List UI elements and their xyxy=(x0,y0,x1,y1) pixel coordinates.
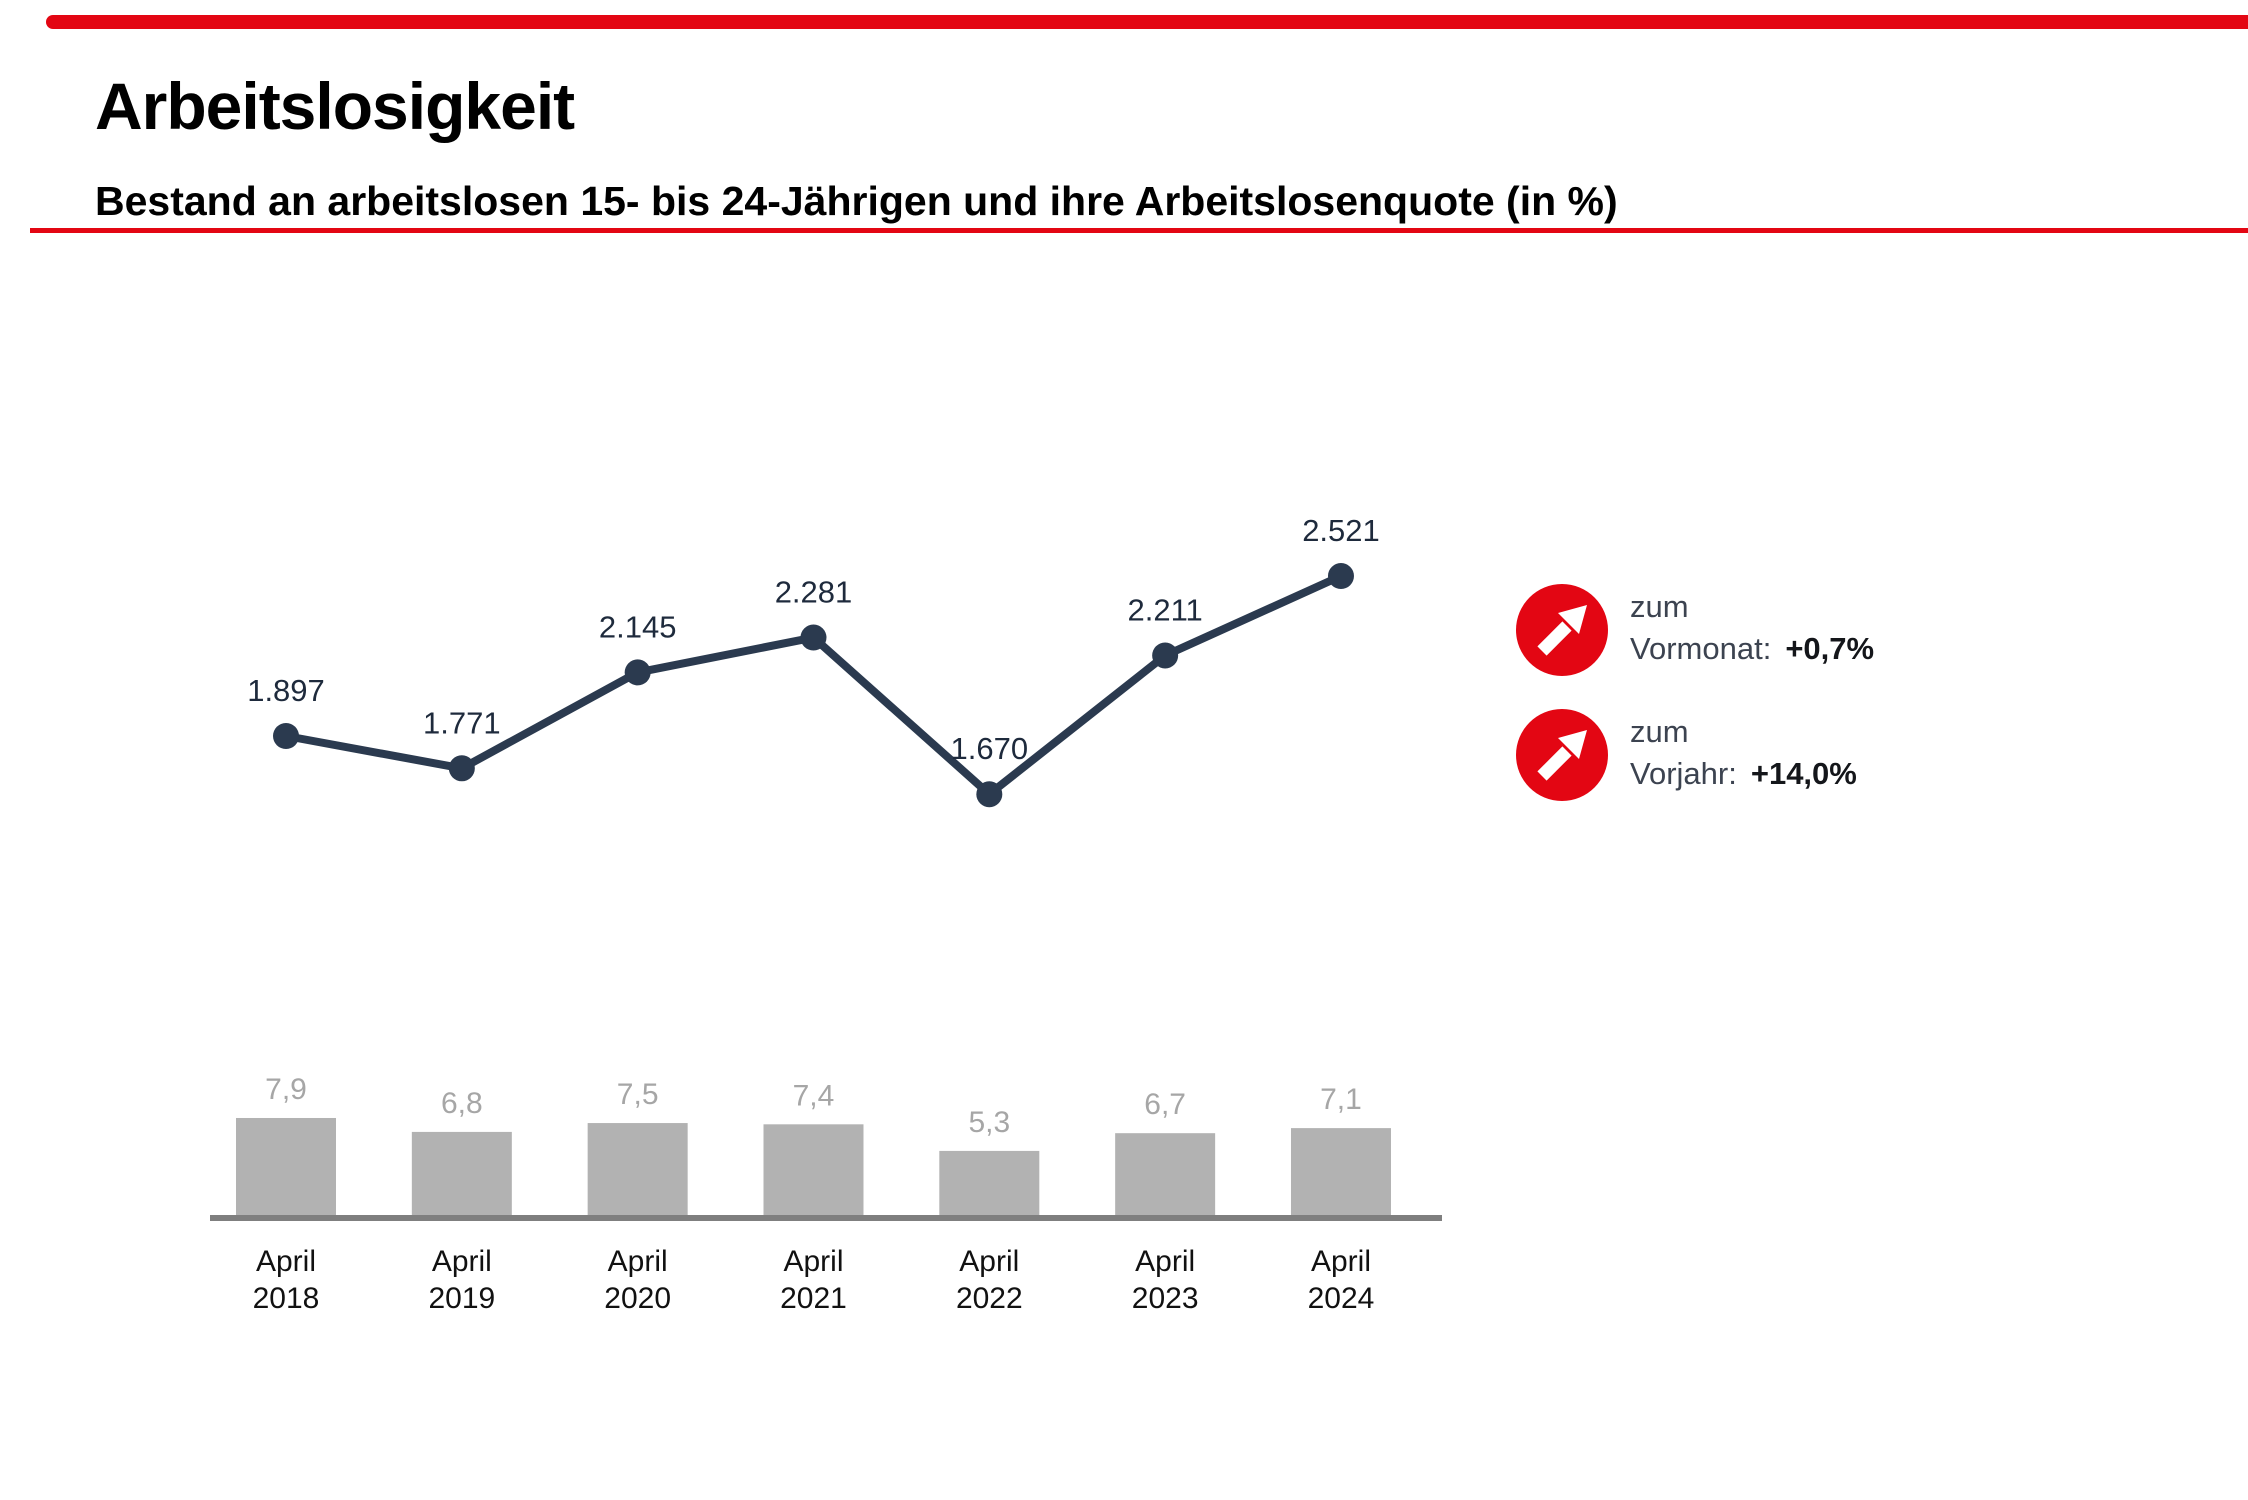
bar xyxy=(588,1123,688,1218)
line-point-label: 2.281 xyxy=(774,574,853,610)
trend-up-arrow-icon xyxy=(1516,584,1608,676)
x-axis-label: April xyxy=(1135,1245,1196,1278)
bar xyxy=(1115,1133,1215,1218)
x-axis-label: 2022 xyxy=(955,1282,1023,1315)
x-axis-label: April xyxy=(783,1245,844,1278)
indicator-vorjahr xyxy=(1516,709,1857,801)
line-point-label: 1.670 xyxy=(950,731,1029,767)
page-title: Arbeitslosigkeit xyxy=(95,69,575,143)
bar-label: 7,1 xyxy=(1320,1083,1362,1117)
line-point xyxy=(1152,642,1178,668)
indicator-vormonat xyxy=(1516,584,1874,676)
indicator-text xyxy=(1630,709,1857,795)
bar xyxy=(236,1118,336,1218)
x-axis-label: April xyxy=(607,1245,668,1278)
line-point-label: 2.521 xyxy=(1302,513,1380,549)
line-point-label: 1.897 xyxy=(247,673,325,708)
trend-up-arrow-icon xyxy=(1516,709,1608,801)
x-axis-label: 2021 xyxy=(780,1282,847,1315)
x-axis-label: April xyxy=(431,1245,492,1278)
bar-label: 7,4 xyxy=(792,1079,835,1113)
x-axis-label: April xyxy=(255,1245,317,1278)
indicator-label-line1: zum xyxy=(1630,589,1689,624)
line-point-label: 2.211 xyxy=(1127,592,1203,628)
x-axis-label: 2023 xyxy=(1131,1282,1199,1315)
bar-label: 7,9 xyxy=(265,1072,307,1106)
line-point xyxy=(273,723,299,749)
x-axis-label: 2018 xyxy=(252,1282,320,1315)
indicator-value: +14,0% xyxy=(1750,756,1857,791)
line-point xyxy=(976,781,1002,807)
x-axis-label: 2019 xyxy=(428,1282,496,1315)
chart-subtitle: Bestand an arbeitslosen 15- bis 24-Jährigen und ihre Arbeitslosenquote (in %) xyxy=(95,178,1618,224)
bar xyxy=(1291,1128,1391,1218)
line-point-label: 2.145 xyxy=(598,609,677,645)
indicator-label-line2: Vormonat: xyxy=(1630,631,1772,666)
bar xyxy=(939,1151,1039,1218)
line-point xyxy=(625,659,651,685)
line-point-label: 1.771 xyxy=(423,705,501,741)
x-axis-label: April xyxy=(1310,1245,1371,1278)
indicator-label-line2: Vorjahr: xyxy=(1630,756,1737,791)
x-axis-label: 2020 xyxy=(604,1282,672,1315)
x-axis-label: April xyxy=(959,1245,1020,1278)
line-point xyxy=(800,625,826,651)
x-axis-line xyxy=(210,1215,1442,1221)
bar xyxy=(763,1124,863,1218)
indicator-label-line1: zum xyxy=(1630,714,1689,749)
bar-label: 7,5 xyxy=(616,1078,659,1112)
indicator-value: +0,7% xyxy=(1785,631,1875,666)
bar-label: 6,8 xyxy=(440,1086,483,1120)
line-point xyxy=(1328,563,1354,589)
x-axis-label: 2024 xyxy=(1307,1282,1375,1315)
bar xyxy=(412,1132,512,1218)
bar-label: 5,3 xyxy=(968,1105,1011,1139)
indicator-text xyxy=(1630,584,1874,670)
line-point xyxy=(449,755,475,781)
bar-label: 6,7 xyxy=(1144,1088,1187,1122)
